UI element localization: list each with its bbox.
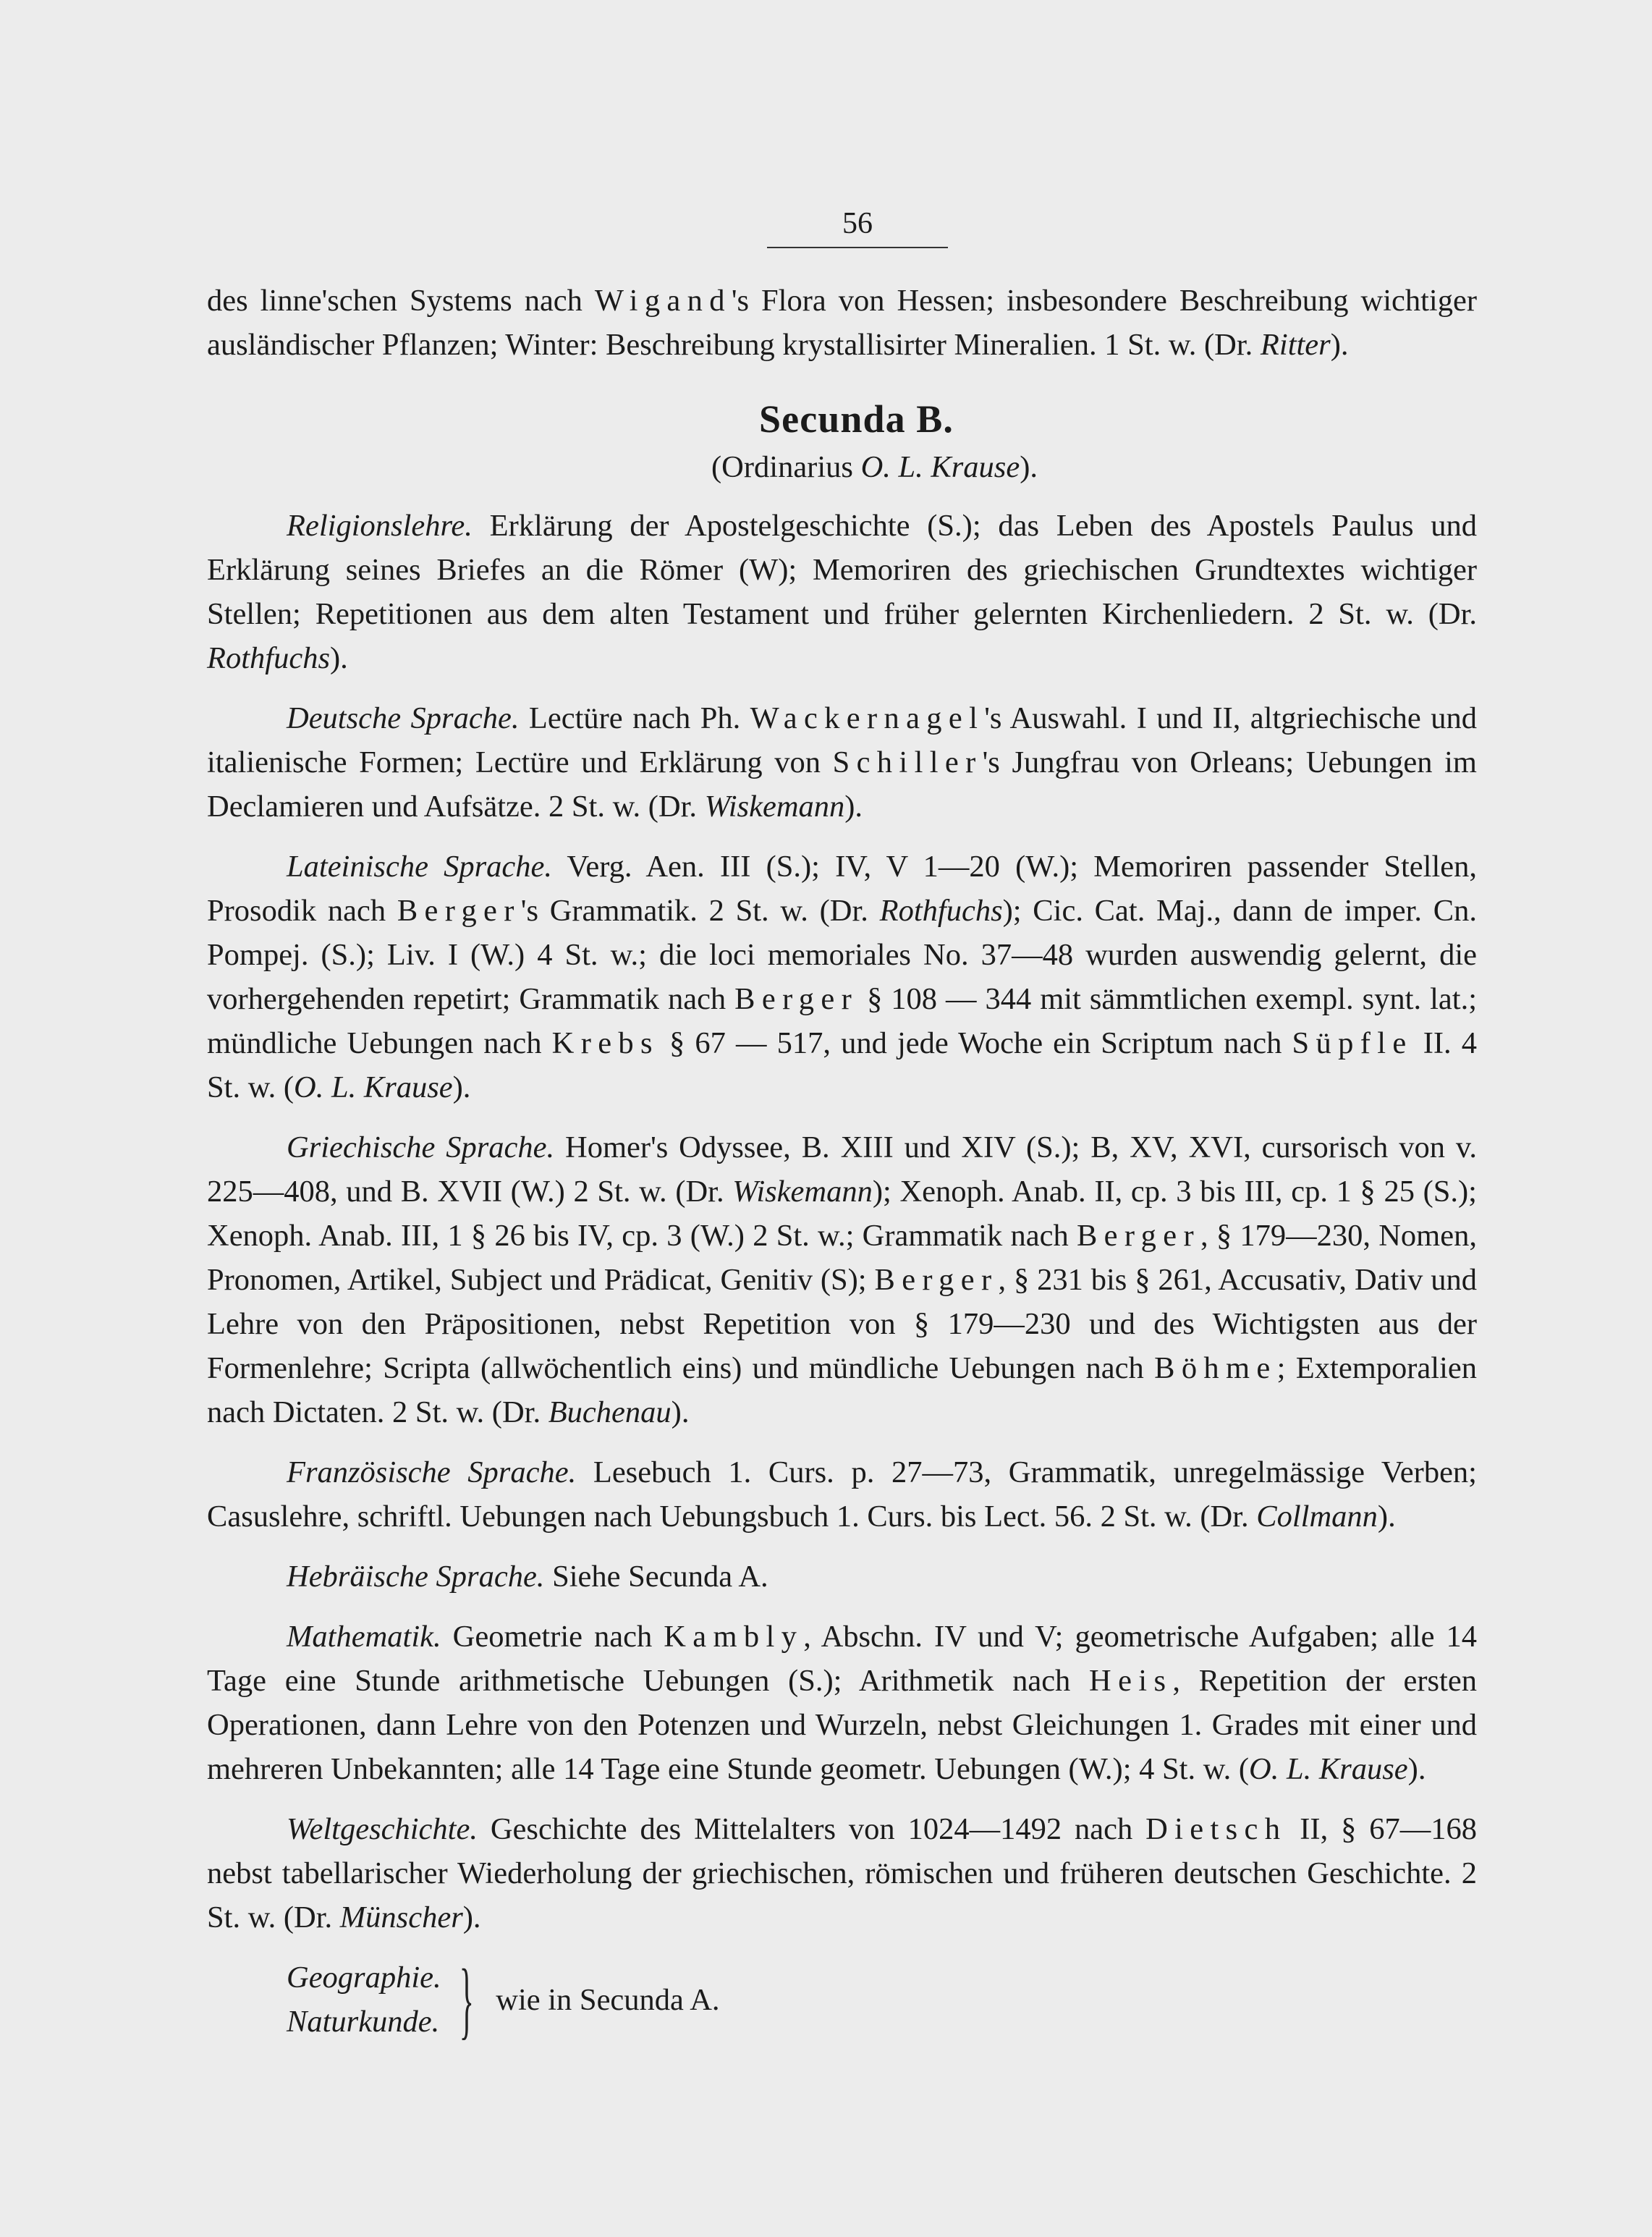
subject-label: Lateinische Sprache. [287, 850, 553, 884]
paragraph-latein: Lateinische Sprache. Verg. Aen. III (S.); IV, V 1—20 (W.); Memoriren passender Stellen, Prosodik nach Berger's Grammatik. 2 St. w. (Dr. Rothfuchs); Cic. Cat. Maj., dann de imper. Cn. Pompej. (S.); Liv. I (W.) 4 St. w.; die loci memoriales No. 37—48 wurden auswendig gelernt, die vorhergehenden repetirt; Grammatik nach Berger § 108 — 344 mit sämmtlichen exempl. synt. lat.; mündliche Uebungen nach Krebs § 67 — 517, und jede Woche ein Scriptum nach Süpfle II. 4 St. w. (O. L. Krause). [207, 850, 1477, 1104]
teacher-name: Münscher [339, 1900, 463, 1934]
ordinarius-line: (Ordinarius O. L. Krause). [711, 450, 1038, 484]
page-header [767, 206, 948, 248]
subject-label-naturkunde: Naturkunde. [287, 2005, 440, 2039]
subject-label: Hebräische Sprache. [287, 1560, 545, 1594]
intro-paragraph: des linne'schen Systems nach Wigand's Flora von Hessen; insbesondere Beschreibung wichtiger ausländischer Pflanzen; Winter: Beschreibung krystallisirter Mineralien. 1 St. w. (Dr. Ritter). [207, 284, 1477, 362]
teacher-name: O. L. Krause [294, 1070, 453, 1104]
page-body [207, 279, 1477, 2047]
author-name: Berger [874, 1263, 999, 1297]
teacher-name: Buchenau [548, 1395, 672, 1429]
teacher-name: Wiskemann [704, 790, 845, 824]
brace-text: wie in Secunda A. [496, 1982, 720, 2017]
brace-block-geographie-naturkunde [287, 1951, 1477, 2047]
author-name: Dietsch [1145, 1812, 1287, 1846]
author-name: Kambly [664, 1620, 804, 1654]
paragraph-religion: Religionslehre. Erklärung der Apostelgeschichte (S.); das Leben des Apostels Paulus und Erklärung seines Briefes an die Römer (W); Memoriren des griechischen Grundtextes wichtiger Stellen; Repetitionen aus dem alten Testament und früher gelernten Kirchenliedern. 2 St. w. (Dr. Rothfuchs). [207, 509, 1477, 675]
subject-label: Deutsche Sprache. [287, 701, 520, 735]
subject-label: Französische Sprache. [287, 1455, 577, 1489]
ordinarius-name: O. L. Krause [860, 450, 1020, 484]
paragraph-mathematik: Mathematik. Geometrie nach Kambly, Abschn. IV und V; geometrische Aufgaben; alle 14 Tage eine Stunde arithmetische Uebungen (S.); Arithmetik nach Heis, Repetition der ersten Operationen, dann Lehre von den Potenzen und Wurzeln, nebst Gleichungen 1. Grades mit einer und mehreren Unbekannten; alle 14 Tage eine Stunde geometr. Uebungen (W.); 4 St. w. (O. L. Krause). [207, 1620, 1477, 1786]
page-number: 56 [842, 207, 873, 240]
author-name: Süpfle [1292, 1026, 1413, 1060]
author-name: Heis [1089, 1664, 1173, 1698]
paragraph-weltgeschichte: Weltgeschichte. Geschichte des Mittelalters von 1024—1492 nach Dietsch II, § 67—168 nebst tabellarischer Wiederholung der griechischen, römischen und früheren deutschen Geschichte. 2 St. w. (Dr. Münscher). [207, 1812, 1477, 1934]
author-name: Berger [734, 982, 859, 1016]
author-name: Wackernagel [750, 701, 985, 735]
author-name: Berger [1076, 1219, 1200, 1253]
header-rule [767, 247, 948, 248]
teacher-name: Ritter [1260, 328, 1331, 362]
author-name: Berger [397, 894, 521, 928]
teacher-name: Wiskemann [732, 1175, 873, 1209]
author-name: Böhme [1154, 1351, 1277, 1385]
paragraph-hebraeisch: Hebräische Sprache. Siehe Secunda A. [287, 1560, 768, 1594]
subject-label-geographie: Geographie. [287, 1961, 441, 1995]
teacher-name: Rothfuchs [207, 641, 330, 675]
paragraph-franzoesisch: Französische Sprache. Lesebuch 1. Curs. p. 27—73, Grammatik, unregelmässige Verben; Casuslehre, schriftl. Uebungen nach Uebungsbuch 1. Curs. bis Lect. 56. 2 St. w. (Dr. Collmann). [207, 1455, 1477, 1534]
subject-label: Griechische Sprache. [287, 1130, 555, 1164]
subject-label: Religionslehre. [287, 509, 473, 543]
author-name: Schiller [832, 745, 983, 779]
brace-labels [287, 1955, 441, 2044]
teacher-name: Rothfuchs [879, 894, 1003, 928]
teacher-name: Collmann [1256, 1500, 1378, 1534]
paragraph-deutsch: Deutsche Sprache. Lectüre nach Ph. Wackernagel's Auswahl. I und II, altgriechische und italienische Formen; Lectüre und Erklärung von Schiller's Jungfrau von Orleans; Uebungen im Declamieren und Aufsätze. 2 St. w. (Dr. Wiskemann). [207, 701, 1477, 824]
teacher-name: O. L. Krause [1249, 1752, 1408, 1786]
curly-brace-glyph: } [459, 1951, 474, 2047]
author-name: Wigand [594, 284, 732, 318]
paragraph-griechisch: Griechische Sprache. Homer's Odyssee, B. XIII und XIV (S.); B, XV, XVI, cursorisch von v. 225—408, und B. XVII (W.) 2 St. w. (Dr. Wiskemann); Xenoph. Anab. II, cp. 3 bis III, cp. 1 § 25 (S.); Xenoph. Anab. III, 1 § 26 bis IV, cp. 3 (W.) 2 St. w.; Grammatik nach Berger, § 179—230, Nomen, Pronomen, Artikel, Subject und Prädicat, Genitiv (S); Berger, § 231 bis § 261, Accusativ, Dativ und Lehre von den Präpositionen, nebst Repetition von § 179—230 und des Wichtigsten aus der Formenlehre; Scripta (allwöchentlich eins) und mündliche Uebungen nach Böhme; Extemporalien nach Dictaten. 2 St. w. (Dr. Buchenau). [207, 1130, 1477, 1429]
subject-label: Weltgeschichte. [287, 1812, 478, 1846]
author-name: Krebs [551, 1026, 659, 1060]
section-title: Secunda B. [759, 397, 954, 441]
subject-label: Mathematik. [287, 1620, 441, 1654]
